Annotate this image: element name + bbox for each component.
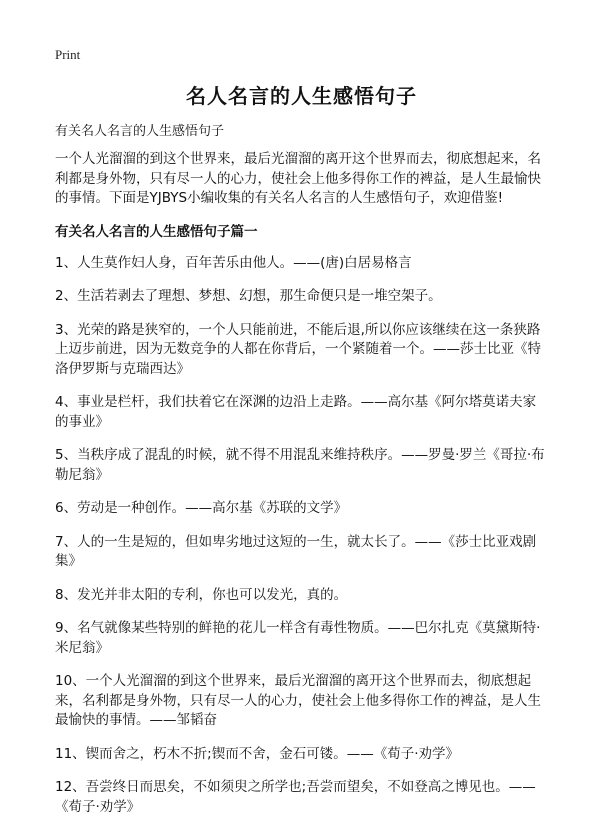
intro-paragraph: 一个人光溜溜的到这个世界来，最后光溜溜的离开这个世界而去，彻底想起来，名利都是身外物，只有尽一人的心力，使社会上他多得你工作的裨益，是人生最愉快的事情。下面是YJBYS小编收集的有关名人名言的人生感悟句子，欢迎借鉴! [55, 151, 541, 206]
print-link[interactable]: Print [55, 47, 81, 62]
quote-item-11: 11、锲而舍之，朽木不折;锲而不舍，金石可镂。——《荀子·劝学》 [55, 745, 460, 762]
quote-item-4: 4、事业是栏杆，我们扶着它在深渊的边沿上走路。——高尔基《阿尔塔莫诺夫家的事业》 [55, 394, 537, 430]
quote-item-8: 8、发光并非太阳的专利，你也可以发光，真的。 [55, 586, 348, 603]
quote-item-12: 12、吾尝终日而思矣，不如须臾之所学也;吾尝而望矣，不如登高之博见也。——《荀子·劝学》 [55, 779, 536, 815]
quote-item-6: 6、劳动是一种创作。——高尔基《苏联的文学》 [55, 500, 348, 516]
quote-item-5: 5、当秩序成了混乱的时候，就不得不用混乱来维持秩序。——罗曼·罗兰《哥拉·布勒尼翁》 [55, 447, 545, 483]
page-title: 名人名言的人生感悟句子 [186, 84, 417, 108]
quote-list [55, 254, 548, 818]
quote-item-3: 3、光荣的路是狭窄的，一个人只能前进，不能后退,所以你应该继续在这一条狭路上迈步前进，因为无数竞争的人都在你背后，一个紧随着一个。——莎士比亚《特洛伊罗斯与克瑞西达》 [55, 321, 541, 377]
quote-item-7: 7、人的一生是短的，但如卑劣地过这短的一生，就太长了。——《莎士比亚戏剧集》 [55, 533, 537, 569]
subtitle: 有关名人名言的人生感悟句子 [55, 124, 225, 139]
quote-item-2: 2、生活若剥去了理想、梦想、幻想，那生命便只是一堆空架子。 [55, 288, 442, 304]
quote-item-10: 10、一个人光溜溜的到这个世界来，最后光溜溜的离开这个世界而去，彻底想起来，名利都是身外物，只有尽一人的心力，使社会上他多得你工作的裨益，是人生最愉快的事情。——邹韬奋 [55, 673, 541, 728]
quote-item-9: 9、名气就像某些特别的鲜艳的花儿一样含有毒性物质。——巴尔扎克《莫黛斯特·米尼翁》 [55, 620, 541, 656]
section-heading: 有关名人名言的人生感悟句子篇一 [55, 223, 258, 240]
quote-item-1: 1、人生莫作妇人身，百年苦乐由他人。——(唐)白居易格言 [55, 254, 412, 271]
